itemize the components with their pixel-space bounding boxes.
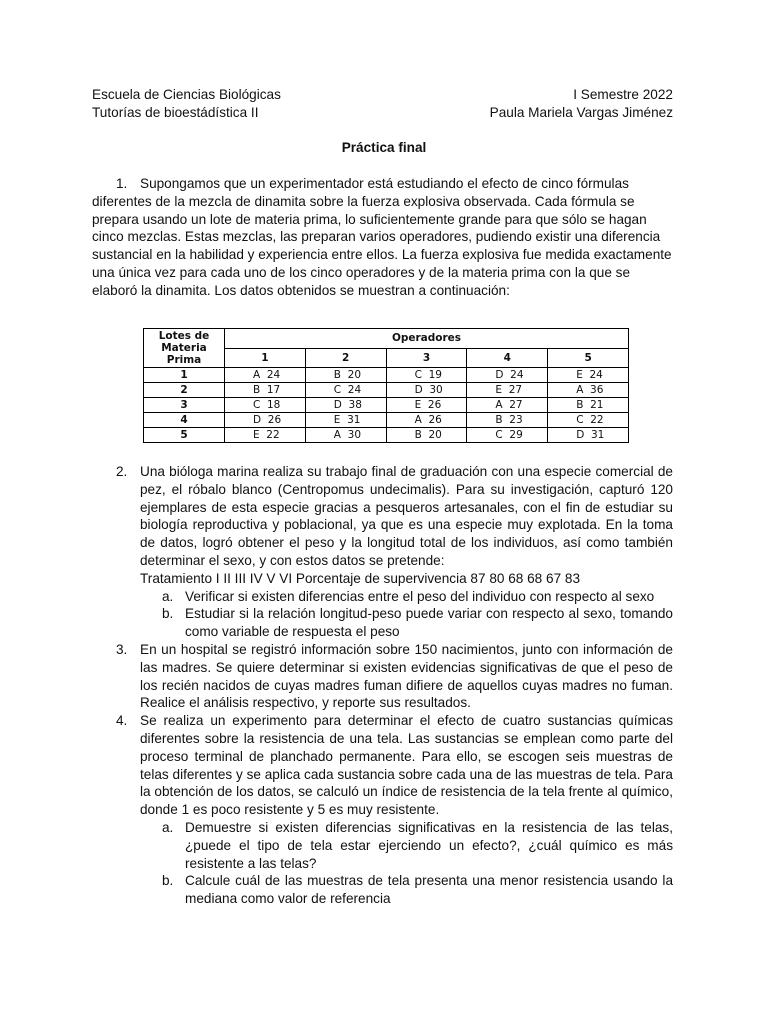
question-2 xyxy=(92,463,673,641)
data-cell: B 20 xyxy=(386,428,467,443)
data-cell: C 22 xyxy=(548,413,629,428)
subitem-letter: b. xyxy=(162,606,174,622)
operator-header: 1 xyxy=(225,348,306,368)
author-name: Paula Mariela Vargas Jiménez xyxy=(489,105,673,120)
page-title: Práctica final xyxy=(341,140,427,155)
operator-header: 4 xyxy=(467,348,548,368)
lote-cell: 5 xyxy=(144,428,225,443)
data-cell: D 24 xyxy=(467,368,548,383)
data-cell: B 23 xyxy=(467,413,548,428)
data-cell: C 19 xyxy=(386,368,467,383)
data-cell: E 27 xyxy=(467,383,548,398)
question-4-subitems xyxy=(140,819,673,908)
lote-cell: 1 xyxy=(144,368,225,383)
lote-cell: 4 xyxy=(144,413,225,428)
question-4-number: 4. xyxy=(116,713,128,729)
data-cell: D 30 xyxy=(386,383,467,398)
question-1 xyxy=(92,175,673,300)
data-cell: D 26 xyxy=(225,413,306,428)
operator-header: 3 xyxy=(386,348,467,368)
data-cell: A 30 xyxy=(305,428,386,443)
data-table xyxy=(143,328,629,443)
data-cell: A 36 xyxy=(548,383,629,398)
lote-cell: 2 xyxy=(144,383,225,398)
table-row xyxy=(144,398,629,413)
question-2-subitems xyxy=(140,588,673,641)
lotes-header: Lotes de Materia Prima xyxy=(144,329,225,368)
table-row xyxy=(144,368,629,383)
data-cell: C 18 xyxy=(225,398,306,413)
data-cell: A 24 xyxy=(225,368,306,383)
list-item xyxy=(140,819,673,872)
table-row xyxy=(144,428,629,443)
data-cell: E 24 xyxy=(548,368,629,383)
question-3-text: En un hospital se registró información sobre 150 nacimientos, junto con información de las madres. Se quiere determinar si existen evidencias significativas de que el peso de los recién nacidos de cuyas madres fuman difiere de aquellos cuyas madres no fuman. Realice el análisis respectivo, y reporte sus resultados. xyxy=(140,641,673,711)
question-3 xyxy=(92,641,673,712)
data-cell: C 24 xyxy=(305,383,386,398)
table-row xyxy=(144,413,629,428)
header-row-1 xyxy=(92,86,673,104)
operadores-header: Operadores xyxy=(225,329,629,349)
data-cell: E 31 xyxy=(305,413,386,428)
lote-cell: 3 xyxy=(144,398,225,413)
operator-header: 2 xyxy=(305,348,386,368)
table-row xyxy=(144,383,629,398)
question-1-number: 1. xyxy=(116,176,128,191)
list-item xyxy=(140,588,673,606)
question-1-text: Supongamos que un experimentador está estudiando el efecto de cinco fórmulas diferentes de la mezcla de dinamita sobre la fuerza explosiva observada. Cada fórmula se prepara usando un lote de materia prima, lo suficientemente grande para que sólo se hagan cinco mezclas. Estas mezclas, las preparan varios operadores, pudiendo existir una diferencia sustancial en la habilidad y experiencia entre ellos. La fuerza explosiva fue medida exactamente una única vez para cada uno de los cinco operadores y de la materia prima con la que se elaboró la dinamita. Los datos obtenidos se muestran a continuación: xyxy=(92,176,672,298)
question-4-text: Se realiza un experimento para determinar el efecto de cuatro sustancias químicas diferentes sobre la resistencia de una tela. Las sustancias se emplean como parte del proceso terminal de planchado permanente. Para ello, se escogen seis muestras de telas diferentes y se aplica cada sustancia sobre cada una de las muestras de tela. Para la obtención de los datos, se calculó un índice de resistencia de la tela frente al químico, donde 1 es poco resistente y 5 es muy resistente. xyxy=(140,713,673,818)
operator-header: 5 xyxy=(548,348,629,368)
data-cell: A 26 xyxy=(386,413,467,428)
data-cell: C 29 xyxy=(467,428,548,443)
list-item xyxy=(140,605,673,641)
semester: I Semestre 2022 xyxy=(573,87,673,102)
data-cell: B 20 xyxy=(305,368,386,383)
question-2-number: 2. xyxy=(116,464,128,479)
subitem-letter: a. xyxy=(162,819,174,835)
question-2-text: Una bióloga marina realiza su trabajo final de graduación con una especie comercial de pez, el róbalo blanco (Centropomus undecimalis). Para su investigación, capturó 120 ejemplares de esta especie gracias a pesqueros artesanales, con el fin de estudiar su biología reproductiva y poblacional, ya que es una especie muy explotada. En la toma de datos, logró obtener el peso y la longitud total de los individuos, así como también determinar el sexo, y con estos datos se pretende: xyxy=(140,464,673,568)
subitem-letter: a. xyxy=(162,588,174,604)
header-row-2 xyxy=(92,104,673,122)
data-cell: E 26 xyxy=(386,398,467,413)
question-2-extra: Tratamiento I II III IV V VI Porcentaje de supervivencia 87 80 68 68 67 83 xyxy=(140,570,581,586)
question-list xyxy=(92,463,673,908)
data-cell: E 22 xyxy=(225,428,306,443)
course-name: Tutorías de bioestádística II xyxy=(92,105,259,120)
data-cell: D 38 xyxy=(305,398,386,413)
subitem-text: Demuestre si existen diferencias significativas en la resistencia de las telas, ¿puede el tipo de tela estar ejerciendo un efecto?, ¿cuál químico es más resistente a las telas? xyxy=(185,819,673,871)
question-3-number: 3. xyxy=(116,641,128,657)
subitem-text: Estudiar si la relación longitud-peso puede variar con respecto al sexo, tomando como variable de respuesta el peso xyxy=(185,606,673,640)
subitem-text: Calcule cuál de las muestras de tela presenta una menor resistencia usando la mediana como valor de referencia xyxy=(185,873,673,907)
subitem-letter: b. xyxy=(162,873,174,889)
data-cell: D 31 xyxy=(548,428,629,443)
data-cell: B 17 xyxy=(225,383,306,398)
question-4 xyxy=(92,712,673,908)
data-cell: B 21 xyxy=(548,398,629,413)
data-cell: A 27 xyxy=(467,398,548,413)
list-item xyxy=(140,872,673,908)
school-name: Escuela de Ciencias Biológicas xyxy=(92,87,281,102)
subitem-text: Verificar si existen diferencias entre el peso del individuo con respecto al sexo xyxy=(185,588,655,604)
